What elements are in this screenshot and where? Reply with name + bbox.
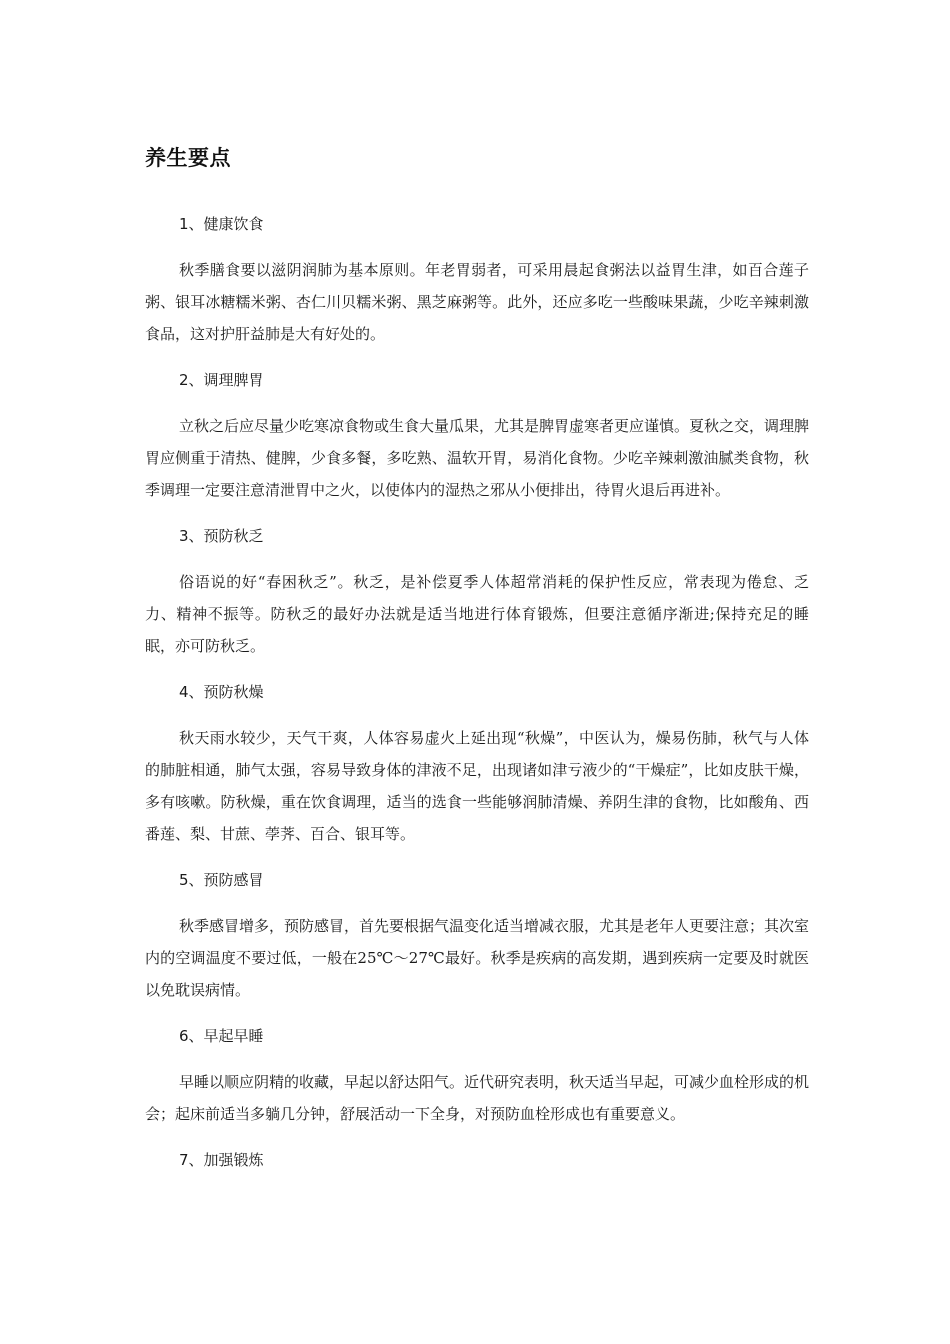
sections-container — [145, 206, 809, 1190]
section-prevent-cold — [145, 862, 809, 1006]
section-heading: 4、预防秋燥 — [179, 683, 264, 701]
section-body: 秋天雨水较少，天气干爽，人体容易虚火上延出现“秋燥”，中医认为，燥易伤肺，秋气与人体的肺脏相通，肺气太强，容易导致身体的津液不足，出现诸如津亏液少的“干燥症”，比如皮肤干燥，多有咳嗽。防秋燥，重在饮食调理，适当的选食一些能够润肺清燥、养阴生津的食物，比如酸角、西番莲、梨、甘蔗、荸荠、百合、银耳等。 — [145, 729, 809, 843]
section-spleen-stomach — [145, 362, 809, 506]
section-autumn-fatigue — [145, 518, 809, 662]
section-heading: 7、加强锻炼 — [179, 1151, 264, 1169]
section-body: 俗语说的好“春困秋乏”。秋乏，是补偿夏季人体超常消耗的保护性反应，常表现为倦怠、乏力、精神不振等。防秋乏的最好办法就是适当地进行体育锻炼，但要注意循序渐进;保持充足的睡眠，亦可防秋乏。 — [145, 573, 809, 655]
section-heading: 3、预防秋乏 — [179, 527, 264, 545]
section-autumn-dryness — [145, 674, 809, 850]
section-body: 秋季感冒增多，预防感冒，首先要根据气温变化适当增减衣服，尤其是老年人更要注意；其次室内的空调温度不要过低，一般在25℃～27℃最好。秋季是疾病的高发期，遇到疾病一定要及时就医以免耽误病情。 — [145, 917, 810, 999]
section-heading: 6、早起早睡 — [179, 1027, 264, 1045]
page-title: 养生要点 — [145, 146, 231, 170]
section-body: 秋季膳食要以滋阴润肺为基本原则。年老胃弱者，可采用晨起食粥法以益胃生津，如百合莲子粥、银耳冰糖糯米粥、杏仁川贝糯米粥、黑芝麻粥等。此外，还应多吃一些酸味果蔬，少吃辛辣刺激食品，这对护肝益肺是大有好处的。 — [145, 261, 809, 343]
section-heading: 5、预防感冒 — [179, 871, 264, 889]
section-heading: 2、调理脾胃 — [179, 371, 264, 389]
section-exercise — [145, 1142, 809, 1178]
section-body: 早睡以顺应阴精的收藏，早起以舒达阳气。近代研究表明，秋天适当早起，可减少血栓形成的机会；起床前适当多躺几分钟，舒展活动一下全身，对预防血栓形成也有重要意义。 — [145, 1073, 810, 1123]
section-body: 立秋之后应尽量少吃寒凉食物或生食大量瓜果，尤其是脾胃虚寒者更应谨慎。夏秋之交，调理脾胃应侧重于清热、健脾，少食多餐，多吃熟、温软开胃，易消化食物。少吃辛辣刺激油腻类食物，秋季调理一定要注意清泄胃中之火，以使体内的湿热之邪从小便排出，待胃火退后再进补。 — [145, 417, 810, 499]
section-healthy-diet — [145, 206, 809, 350]
section-early-sleep — [145, 1018, 809, 1130]
section-heading: 1、健康饮食 — [179, 215, 264, 233]
